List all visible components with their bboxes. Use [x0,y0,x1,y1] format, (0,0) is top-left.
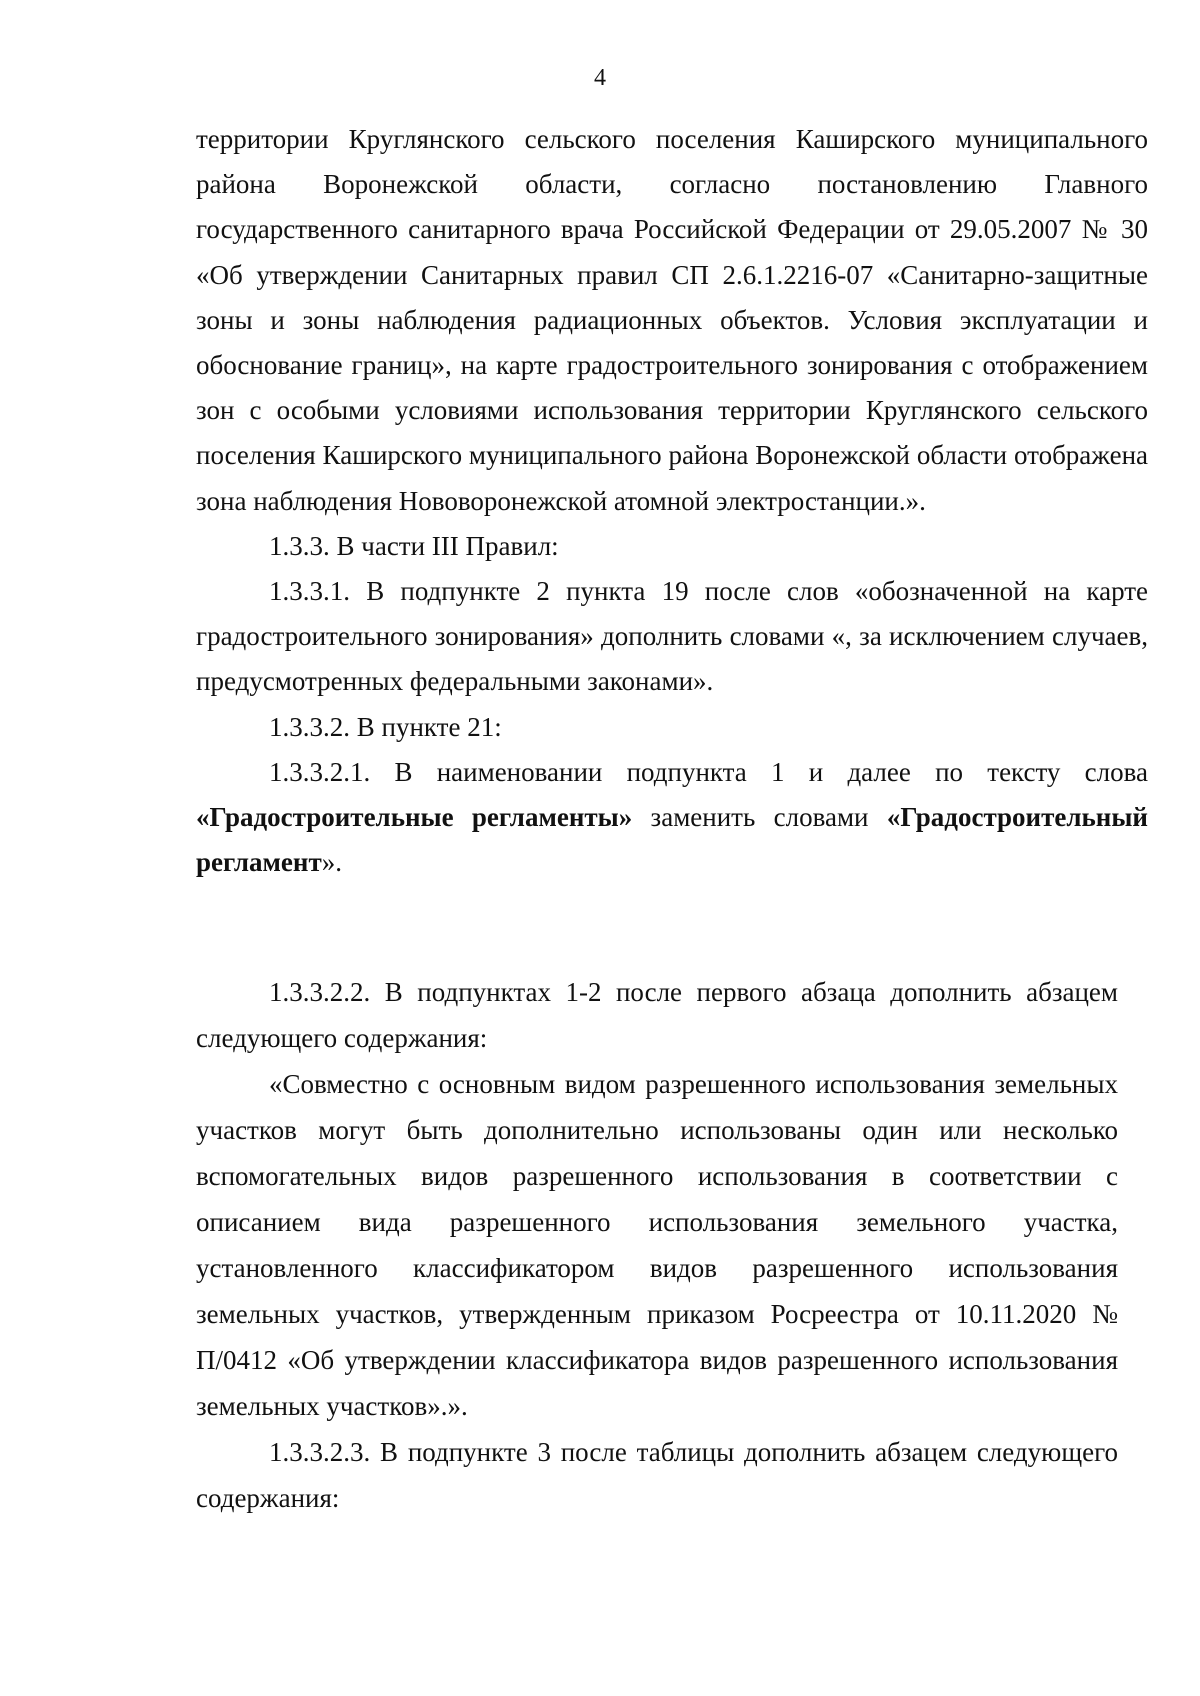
paragraph-1-3-3: 1.3.3. В части III Правил: [269,530,559,561]
quote-open-1: « [196,802,210,833]
document-body-upper [196,117,1148,885]
paragraph-1-3-3-2-3: 1.3.3.2.3. В подпункте 3 после таблицы дополнить абзацем следующего содержания: [196,1437,1118,1513]
paragraph-1-3-3-2-2: 1.3.3.2.2. В подпунктах 1-2 после первого абзаца дополнить абзацем следующего содержания: [196,977,1118,1053]
paragraph-1-3-3-2-1 [196,750,1148,886]
paragraph-1-3-3-2-1-start: 1.3.3.2.1. В наименовании подпункта 1 и далее по тексту слова [269,756,1148,787]
paragraph-1-3-3-2-1-end: ». [321,847,342,878]
paragraph-1-3-3-2: 1.3.3.2. В пункте 21: [269,711,502,742]
quote-open-2: « [886,802,901,833]
quote-close-1: » [618,802,633,833]
paragraph-1-3-3-2-1-mid: заменить словами [632,802,887,833]
paragraph-continuation: территории Круглянского сельского поселения Каширского муниципального района Воронежской области, согласно постановлению Главного государственного санитарного врача Российской Федерации от 29.05.2007 № 30 «Об утверждении Санитарных правил СП 2.6.1.2216-07 «Санитарно-защитные зоны и зоны наблюдения радиационных объектов. Условия эксплуатации и обоснование границ», на карте градостроительного зонирования с отображением зон с особыми условиями использования территории Круглянского сельского поселения Каширского муниципального района Воронежской области отображена зона наблюдения Нововоронежской атомной электростанции.». [196,124,1148,516]
bold-term-2: Градостроительный регламент [196,802,1148,878]
page-number: 4 [594,65,606,91]
document-body-lower [196,969,1118,1521]
bold-term-1: Градостроительные регламенты [209,802,619,833]
paragraph-quoted-insertion: «Совместно с основным видом разрешенного использования земельных участков могут быть дополнительно использованы один или несколько вспомогательных видов разрешенного использования в соответствии с описанием вида разрешенного использования земельного участка, установленного классификатором видов разрешенного использования земельных участков, утвержденным приказом Росреестра от 10.11.2020 № П/0412 «Об утверждении классификатора видов разрешенного использования земельных участков».». [196,1069,1118,1421]
paragraph-1-3-3-1: 1.3.3.1. В подпункте 2 пункта 19 после слов «обозначенной на карте градостроительного зонирования» дополнить словами «, за исключением случаев, предусмотренных федеральными законами». [196,576,1148,697]
